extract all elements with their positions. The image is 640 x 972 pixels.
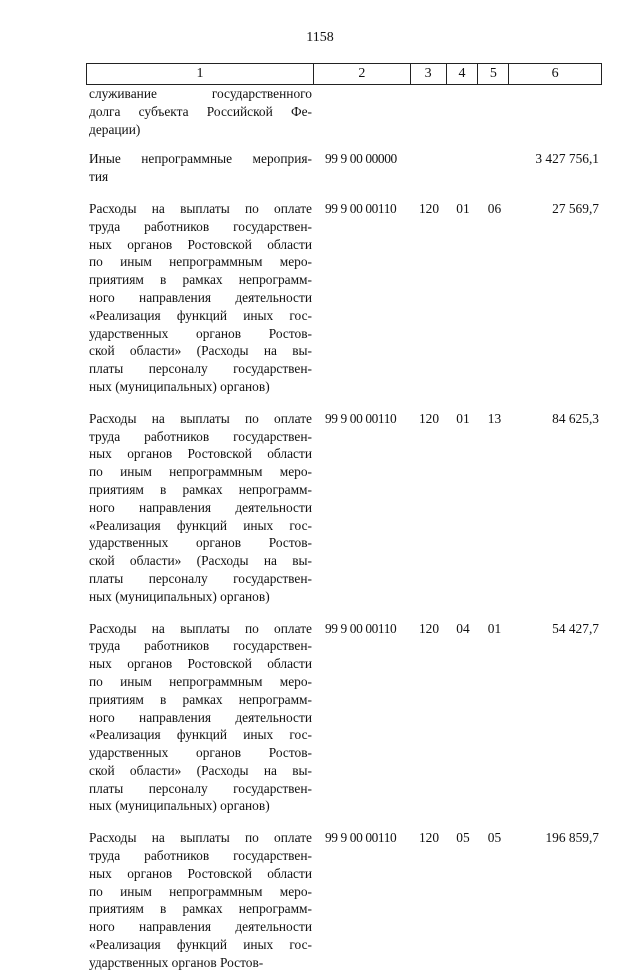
row-expense-type xyxy=(411,150,447,186)
description-line: «Реализация функций иных гос- xyxy=(89,727,312,743)
row-amount: 196 859,7 xyxy=(545,830,599,846)
description-line: ных органов Ростовской области xyxy=(89,656,312,672)
description-line: ской области» (Расходы на вы- xyxy=(89,762,312,778)
row-description xyxy=(86,150,314,186)
description-line: приятиям в рамках непрограмм- xyxy=(89,691,312,707)
description-line: труда работников государствен- xyxy=(89,638,312,654)
row-subsection: 05 xyxy=(487,830,502,846)
header-col-2: 2 xyxy=(314,64,411,84)
row-code: 99 9 00 00110 xyxy=(325,200,397,216)
row-subsection: 01 xyxy=(487,620,502,636)
row-amount: 3 427 756,1 xyxy=(535,151,599,167)
description-line: Расходы на выплаты по оплате xyxy=(89,200,312,216)
row-amount: 84 625,3 xyxy=(552,410,599,426)
row-section: 04 xyxy=(456,620,470,636)
description-line: приятиям в рамках непрограмм- xyxy=(89,901,312,917)
row-amount: 27 569,7 xyxy=(552,200,599,216)
table-row xyxy=(86,85,602,138)
description-line: дерации) xyxy=(89,121,141,137)
description-line: ударственных органов Ростов- xyxy=(89,954,264,970)
row-subsection: 13 xyxy=(487,410,502,426)
description-line: долга субъекта Российской Фе- xyxy=(89,103,312,119)
description-line: ного направления деятельности xyxy=(89,919,312,935)
row-expense-type: 120 xyxy=(418,410,440,426)
row-expense-type xyxy=(411,85,447,138)
row-code xyxy=(314,85,411,138)
description-line: ударственных органов Ростов- xyxy=(89,745,312,761)
description-line: ного направления деятельности xyxy=(89,289,312,305)
table-body xyxy=(86,85,602,972)
description-line: платы персоналу государствен- xyxy=(89,361,312,377)
row-description xyxy=(86,410,314,606)
row-description xyxy=(86,200,314,396)
row-subsection xyxy=(479,150,510,186)
description-line: ударственных органов Ростов- xyxy=(89,535,312,551)
page-number: 1158 xyxy=(306,30,334,45)
row-subsection xyxy=(479,85,510,138)
description-line: ного направления деятельности xyxy=(89,709,312,725)
row-expense-type: 120 xyxy=(418,200,440,216)
description-line: Расходы на выплаты по оплате xyxy=(89,830,312,846)
description-line: по иным непрограммным меро- xyxy=(89,883,312,899)
table-row xyxy=(86,150,602,186)
header-col-3: 3 xyxy=(411,64,447,84)
description-line: ных органов Ростовской области xyxy=(89,236,312,252)
row-amount xyxy=(510,85,602,138)
description-line: труда работников государствен- xyxy=(89,848,312,864)
header-col-5: 5 xyxy=(478,64,509,84)
description-line: Расходы на выплаты по оплате xyxy=(89,410,312,426)
row-expense-type: 120 xyxy=(418,830,440,846)
description-line: приятиям в рамках непрограмм- xyxy=(89,481,312,497)
header-col-6: 6 xyxy=(551,66,559,81)
description-line: ской области» (Расходы на вы- xyxy=(89,343,312,359)
description-line: «Реализация функций иных гос- xyxy=(89,937,312,953)
row-section: 01 xyxy=(456,200,470,216)
description-line: платы персоналу государствен- xyxy=(89,780,312,796)
row-code: 99 9 00 00000 xyxy=(325,151,397,167)
budget-table xyxy=(86,63,602,972)
row-subsection: 06 xyxy=(487,200,502,216)
header-col-1: 1 xyxy=(87,64,314,84)
row-description xyxy=(86,829,314,971)
description-line: служивание государственного xyxy=(89,86,312,101)
description-line: по иным непрограммным меро- xyxy=(89,673,312,689)
row-section: 01 xyxy=(456,410,470,426)
row-section xyxy=(447,150,479,186)
description-line: ской области» (Расходы на вы- xyxy=(89,553,312,569)
table-row xyxy=(86,410,602,606)
description-line: труда работников государствен- xyxy=(89,218,312,234)
table-row xyxy=(86,620,602,816)
row-description xyxy=(86,620,314,816)
row-description xyxy=(86,85,314,138)
header-col-4: 4 xyxy=(447,64,479,84)
description-line: ударственных органов Ростов- xyxy=(89,325,312,341)
row-section xyxy=(447,85,479,138)
description-line: ных органов Ростовской области xyxy=(89,865,312,881)
description-line: ных (муниципальных) органов) xyxy=(89,378,270,394)
description-line: платы персоналу государствен- xyxy=(89,570,312,586)
row-code: 99 9 00 00110 xyxy=(325,620,397,636)
description-line: «Реализация функций иных гос- xyxy=(89,307,312,323)
row-section: 05 xyxy=(456,830,470,846)
table-row xyxy=(86,200,602,396)
description-line: ных (муниципальных) органов) xyxy=(89,798,270,814)
description-line: труда работников государствен- xyxy=(89,428,312,444)
row-code: 99 9 00 00110 xyxy=(325,830,397,846)
description-line: ных (муниципальных) органов) xyxy=(89,588,270,604)
description-line: Иные непрограммные мероприя- xyxy=(89,151,312,167)
description-line: ных органов Ростовской области xyxy=(89,446,312,462)
row-expense-type: 120 xyxy=(418,620,440,636)
description-line: «Реализация функций иных гос- xyxy=(89,517,312,533)
description-line: приятиям в рамках непрограмм- xyxy=(89,272,312,288)
description-line: по иным непрограммным меро- xyxy=(89,464,312,480)
description-line: Расходы на выплаты по оплате xyxy=(89,620,312,636)
description-line: тия xyxy=(89,169,109,185)
table-row xyxy=(86,829,602,971)
row-amount: 54 427,7 xyxy=(552,620,599,636)
description-line: ного направления деятельности xyxy=(89,499,312,515)
row-code: 99 9 00 00110 xyxy=(325,410,397,426)
description-line: по иным непрограммным меро- xyxy=(89,254,312,270)
table-header-row xyxy=(86,63,602,85)
